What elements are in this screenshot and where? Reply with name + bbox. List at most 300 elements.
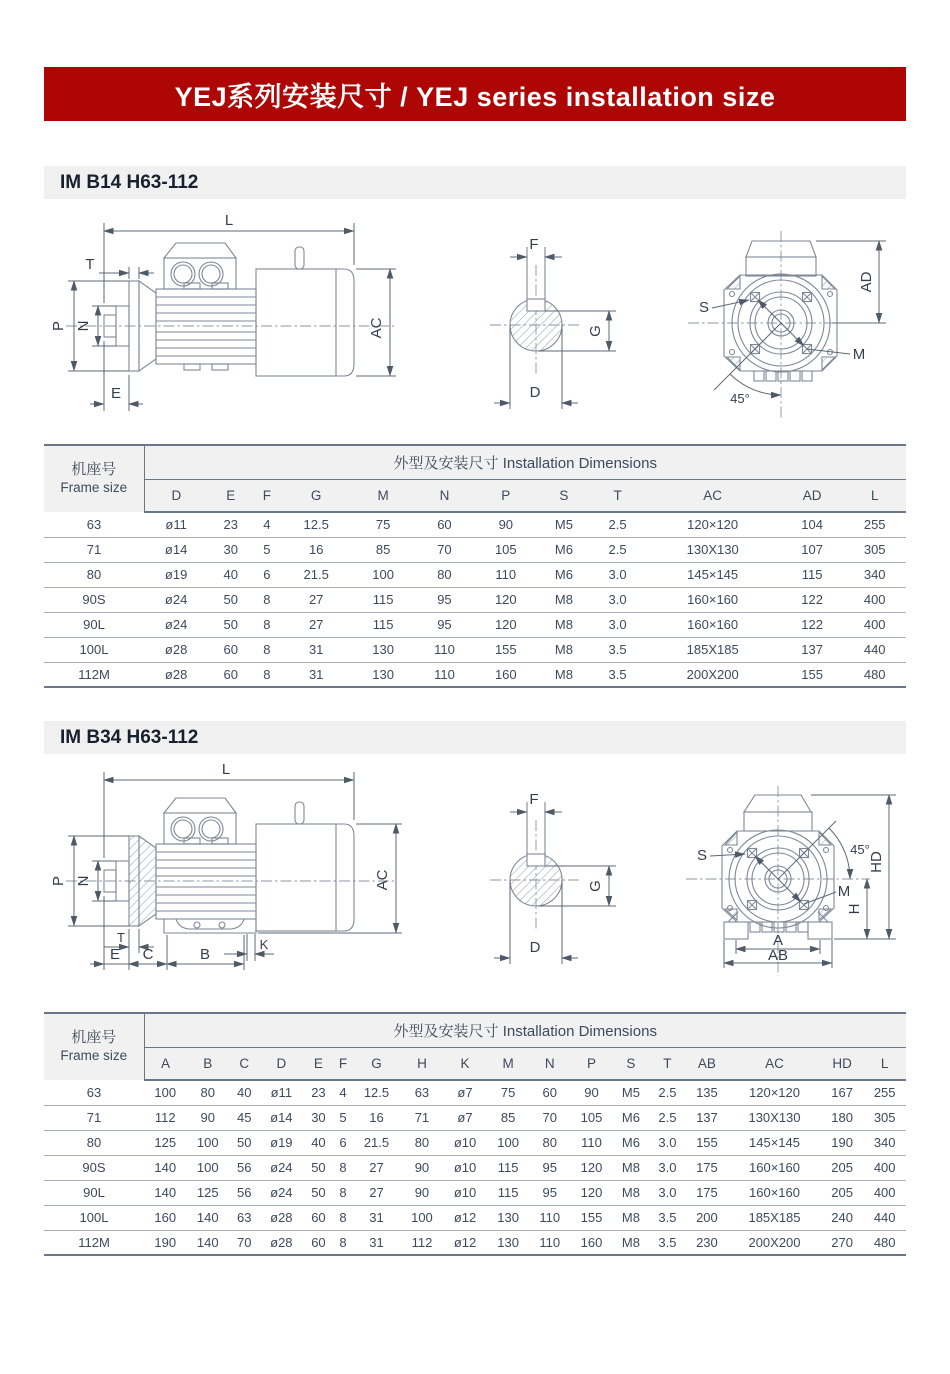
dimension-cell: M5 — [613, 1080, 649, 1105]
dimension-cell: 90 — [401, 1155, 443, 1180]
dim-label-P: P — [50, 320, 67, 332]
dim-label-N: N — [75, 320, 92, 332]
dimension-cell: 85 — [487, 1105, 529, 1130]
dimension-cell: 255 — [843, 512, 906, 537]
dimension-cell: ø24 — [144, 612, 208, 637]
dimension-cell: 5 — [253, 537, 280, 562]
dimension-cell: 137 — [686, 1105, 728, 1130]
b14-shaft-section-drawing — [474, 213, 674, 438]
dimension-cell: 205 — [821, 1180, 863, 1205]
dimension-cell: 255 — [863, 1080, 906, 1105]
table-row — [44, 512, 906, 537]
dimension-cell: M6 — [613, 1105, 649, 1130]
column-header: L — [843, 479, 906, 512]
dimension-cell: 12.5 — [352, 1080, 400, 1105]
dimension-cell: 80 — [529, 1130, 570, 1155]
dimension-cell: 110 — [529, 1205, 570, 1230]
b14-front-view-drawing — [674, 213, 906, 438]
dimension-cell: ø28 — [270, 1234, 293, 1250]
dimension-cell: 4 — [334, 1080, 353, 1105]
column-header: G — [352, 1047, 400, 1080]
dimension-cell: 190 — [821, 1130, 863, 1155]
column-header: D — [260, 1047, 304, 1080]
dimension-cell: 27 — [281, 612, 352, 637]
dimension-cell: ø11 — [144, 512, 208, 537]
dimension-cell: 2.5 — [649, 1105, 686, 1130]
dimension-cell: 60 — [311, 1234, 326, 1250]
dim-label-AC: AC — [368, 317, 385, 339]
dimension-cell: 480 — [873, 1234, 896, 1250]
dimension-cell: 110 — [475, 562, 538, 587]
dimension-cell: 23 — [303, 1080, 334, 1105]
table-row — [44, 1205, 906, 1230]
dimension-cell: 130 — [497, 1234, 519, 1250]
dimension-cell: 112 — [411, 1234, 433, 1250]
column-header: F — [334, 1047, 353, 1080]
dim-label-F: F — [529, 791, 539, 808]
dim-label-K: K — [259, 937, 269, 952]
table-row — [44, 1080, 906, 1105]
dimension-cell: 8 — [334, 1155, 353, 1180]
b14-dimensions-table — [44, 444, 906, 688]
dimension-cell: 175 — [686, 1180, 728, 1205]
dimension-cell: 40 — [229, 1080, 260, 1105]
dimension-cell: 340 — [863, 1130, 906, 1155]
column-header: P — [475, 479, 538, 512]
column-header: E — [303, 1047, 334, 1080]
dimension-cell: 3.0 — [649, 1130, 686, 1155]
frame-size-cell: 100L — [44, 1205, 144, 1230]
dimension-cell: 80 — [401, 1130, 443, 1155]
frame-size-header-zh: 机座号 — [71, 1029, 117, 1047]
dimension-cell: 8 — [263, 666, 271, 682]
dimension-cell: 155 — [801, 666, 823, 682]
dimension-cell: 200X200 — [748, 1234, 801, 1250]
dimension-cell: 125 — [186, 1180, 228, 1205]
dimension-cell: 16 — [281, 537, 352, 562]
dimension-cell: M8 — [537, 587, 591, 612]
dimension-cell: ø24 — [144, 587, 208, 612]
dimension-cell: 23 — [208, 512, 253, 537]
dimension-cell: 130 — [352, 637, 415, 662]
dimension-cell: 122 — [781, 612, 844, 637]
dimension-cell: ø11 — [260, 1080, 304, 1105]
column-header: T — [591, 479, 645, 512]
installation-dimensions-header: 外型及安装尺寸 Installation Dimensions — [144, 1013, 906, 1047]
column-header: AC — [644, 479, 780, 512]
dim-label-D: D — [529, 939, 541, 956]
dim-label-P: P — [50, 875, 67, 887]
b14-drawings — [44, 201, 906, 441]
dimension-cell: 185X185 — [728, 1205, 821, 1230]
dim-label-E: E — [109, 946, 121, 963]
dim-label-T: T — [85, 256, 95, 273]
column-header: P — [570, 1047, 612, 1080]
dim-label-M: M — [837, 883, 851, 900]
dimension-cell: 340 — [843, 562, 906, 587]
dimension-cell: 70 — [529, 1105, 570, 1130]
dimension-cell: 400 — [843, 587, 906, 612]
dimension-cell: 305 — [843, 537, 906, 562]
dimension-cell: 130 — [487, 1205, 529, 1230]
dimension-cell: 122 — [781, 587, 844, 612]
dimension-cell: 145×145 — [644, 562, 780, 587]
dimension-cell: 90 — [186, 1105, 228, 1130]
dimension-cell: 120×120 — [644, 512, 780, 537]
dimension-cell: 100 — [186, 1155, 228, 1180]
dimension-cell: 100 — [352, 562, 415, 587]
dimension-cell: 60 — [303, 1205, 334, 1230]
dimension-cell: 155 — [686, 1130, 728, 1155]
dimension-cell: 110 — [570, 1130, 612, 1155]
dimension-cell: 200 — [686, 1205, 728, 1230]
dimension-cell: 140 — [196, 1234, 219, 1250]
dimension-cell: 105 — [475, 537, 538, 562]
frame-size-cell: 112M — [78, 1234, 110, 1250]
column-header: G — [281, 479, 352, 512]
frame-size-header — [44, 1013, 144, 1080]
angle-label-45: 45° — [730, 391, 750, 406]
dimension-cell: 160×160 — [644, 612, 780, 637]
dimension-cell: 90 — [570, 1080, 612, 1105]
dimension-cell: 80 — [414, 562, 474, 587]
frame-size-cell: 100L — [44, 637, 144, 662]
dimension-cell: 90 — [401, 1180, 443, 1205]
b34-front-view-drawing — [674, 762, 906, 1007]
section-title-b14 — [44, 166, 906, 199]
dimension-cell: ø19 — [144, 562, 208, 587]
dimension-cell: 115 — [781, 562, 844, 587]
dimension-cell: 60 — [414, 512, 474, 537]
dimension-cell: 71 — [401, 1105, 443, 1130]
dimension-cell: 95 — [414, 587, 474, 612]
dimension-cell: 120 — [475, 612, 538, 637]
dimension-cell: 120 — [570, 1155, 612, 1180]
dimension-cell: 2.5 — [649, 1080, 686, 1105]
dimension-cell: 50 — [303, 1155, 334, 1180]
dimension-cell: 125 — [144, 1130, 186, 1155]
dimension-cell: 175 — [686, 1155, 728, 1180]
table-row — [44, 1105, 906, 1130]
dimension-cell: 3.5 — [591, 637, 645, 662]
dimension-cell: ø12 — [453, 1234, 477, 1250]
dimension-cell: 56 — [229, 1180, 260, 1205]
dim-label-N: N — [75, 875, 92, 887]
dimension-cell: 112 — [144, 1105, 186, 1130]
dimension-cell: 270 — [831, 1234, 853, 1250]
dimension-cell: ø14 — [260, 1105, 304, 1130]
dimension-cell: 180 — [821, 1105, 863, 1130]
dimension-cell: ø7 — [443, 1080, 487, 1105]
dim-label-F: F — [529, 236, 539, 253]
dimension-cell: 155 — [570, 1205, 612, 1230]
dimension-cell: 120 — [570, 1180, 612, 1205]
dimension-cell: 27 — [352, 1155, 400, 1180]
column-header: H — [401, 1047, 443, 1080]
dimension-cell: 160 — [494, 666, 517, 682]
dimension-cell: 21.5 — [281, 562, 352, 587]
b34-table-body — [44, 1080, 906, 1255]
dim-label-H: H — [846, 903, 863, 915]
dimension-cell: 50 — [229, 1130, 260, 1155]
column-header: K — [443, 1047, 487, 1080]
table-row — [44, 537, 906, 562]
column-header: D — [144, 479, 208, 512]
column-header: L — [863, 1047, 906, 1080]
dimension-cell: 3.0 — [591, 587, 645, 612]
dimension-cell: ø24 — [260, 1155, 304, 1180]
dimension-cell: 130X130 — [728, 1105, 821, 1130]
dimension-cell: 85 — [352, 537, 415, 562]
dim-label-G: G — [587, 880, 604, 892]
table-row — [44, 637, 906, 662]
column-header: AC — [728, 1047, 821, 1080]
table-row — [44, 662, 906, 687]
dim-label-B: B — [199, 946, 211, 963]
dimension-cell: 12.5 — [281, 512, 352, 537]
dimension-cell: 115 — [487, 1180, 529, 1205]
dimension-cell: 27 — [281, 587, 352, 612]
b34-drawings — [44, 756, 906, 1007]
dimension-cell: 31 — [369, 1234, 384, 1250]
dimension-cell: 3.5 — [608, 666, 627, 682]
dimension-cell: 3.0 — [649, 1180, 686, 1205]
frame-size-header-en: Frame size — [60, 1047, 128, 1063]
dimension-cell: 400 — [863, 1155, 906, 1180]
dimension-cell: 110 — [414, 637, 474, 662]
dimension-cell: M6 — [537, 562, 591, 587]
dim-label-AC: AC — [374, 869, 391, 891]
dimension-cell: 305 — [863, 1105, 906, 1130]
dim-label-L: L — [224, 212, 234, 229]
dimension-cell: 115 — [352, 587, 415, 612]
frame-size-header — [44, 445, 144, 512]
frame-size-cell: 80 — [44, 1130, 144, 1155]
dimension-cell: 50 — [208, 587, 253, 612]
dimension-cell: 40 — [208, 562, 253, 587]
dimension-cell: 50 — [208, 612, 253, 637]
dimension-cell: 160×160 — [728, 1155, 821, 1180]
dimension-cell: ø10 — [443, 1155, 487, 1180]
dimension-cell: 31 — [281, 637, 352, 662]
b34-shaft-section-drawing — [474, 768, 674, 993]
dimension-cell: ø28 — [144, 637, 208, 662]
dim-label-A: A — [772, 932, 784, 949]
dimension-cell: M8 — [621, 1234, 640, 1250]
frame-size-cell: 63 — [44, 512, 144, 537]
dimension-cell: 140 — [186, 1205, 228, 1230]
dimension-cell: 130X130 — [644, 537, 780, 562]
column-header: F — [253, 479, 280, 512]
column-header: S — [613, 1047, 649, 1080]
dimension-cell: 160 — [144, 1205, 186, 1230]
dimension-cell: 3.0 — [591, 612, 645, 637]
dimension-cell: 120×120 — [728, 1080, 821, 1105]
dimension-cell: 145×145 — [728, 1130, 821, 1155]
column-header: T — [649, 1047, 686, 1080]
dimension-cell: 155 — [475, 637, 538, 662]
frame-size-cell: 112M — [78, 666, 110, 682]
dimension-cell: 140 — [144, 1180, 186, 1205]
dim-label-G: G — [587, 325, 604, 337]
table-row — [44, 587, 906, 612]
column-header: E — [208, 479, 253, 512]
dimension-cell: 160×160 — [644, 587, 780, 612]
section-title-text: IM B34 H63-112 — [60, 726, 199, 748]
column-header-row — [44, 1047, 906, 1080]
dimension-cell: 3.5 — [649, 1205, 686, 1230]
dimension-cell: 185X185 — [644, 637, 780, 662]
dimension-cell: 27 — [352, 1180, 400, 1205]
dimension-cell: 30 — [208, 537, 253, 562]
dimension-cell: 400 — [863, 1180, 906, 1205]
b34-dimensions-table — [44, 1012, 906, 1256]
dim-label-S: S — [698, 299, 710, 316]
dimension-cell: 200X200 — [686, 666, 739, 682]
dimension-cell: ø28 — [164, 666, 188, 682]
dimension-cell: 2.5 — [591, 512, 645, 537]
dimension-cell: ø10 — [443, 1130, 487, 1155]
dimension-cell: 8 — [253, 612, 280, 637]
table-row — [44, 1155, 906, 1180]
frame-size-cell: 90S — [44, 1155, 144, 1180]
dimension-cell: 4 — [253, 512, 280, 537]
dimension-cell: 120 — [475, 587, 538, 612]
dimension-cell: 60 — [223, 666, 238, 682]
frame-size-cell: 71 — [44, 537, 144, 562]
angle-label-45: 45° — [850, 842, 870, 857]
dimension-cell: 75 — [352, 512, 415, 537]
dimension-cell: 3.0 — [591, 562, 645, 587]
dimension-cell: 5 — [334, 1105, 353, 1130]
dimension-cell: 140 — [144, 1155, 186, 1180]
page-title: YEJ系列安装尺寸 / YEJ series installation size — [174, 81, 776, 112]
dimension-cell: 115 — [352, 612, 415, 637]
column-header: N — [414, 479, 474, 512]
dimension-cell: 104 — [781, 512, 844, 537]
dimension-cell: 8 — [339, 1234, 347, 1250]
column-header: M — [352, 479, 415, 512]
dimension-cell: M8 — [613, 1155, 649, 1180]
b14-table-body — [44, 512, 906, 687]
dimension-cell: 107 — [781, 537, 844, 562]
dimension-cell: 480 — [863, 666, 886, 682]
table-row — [44, 612, 906, 637]
frame-size-cell: 90L — [44, 1180, 144, 1205]
dimension-cell: 3.0 — [649, 1155, 686, 1180]
dim-label-AD: AD — [858, 271, 875, 293]
dimension-cell: 160×160 — [728, 1180, 821, 1205]
dimension-cell: 90 — [475, 512, 538, 537]
column-header: A — [144, 1047, 186, 1080]
column-header: B — [186, 1047, 228, 1080]
dimension-cell: 31 — [352, 1205, 400, 1230]
dimension-cell: 75 — [487, 1080, 529, 1105]
dimension-cell: 95 — [529, 1155, 570, 1180]
dimension-cell: 205 — [821, 1155, 863, 1180]
installation-dimensions-header: 外型及安装尺寸 Installation Dimensions — [144, 445, 906, 479]
dimension-cell: 16 — [352, 1105, 400, 1130]
dimension-cell: 60 — [529, 1080, 570, 1105]
dimension-cell: 70 — [414, 537, 474, 562]
dimension-cell: 240 — [821, 1205, 863, 1230]
dimension-cell: ø19 — [260, 1130, 304, 1155]
dimension-cell: ø10 — [443, 1180, 487, 1205]
dimension-cell: 230 — [696, 1234, 718, 1250]
column-header: N — [529, 1047, 570, 1080]
column-header: M — [487, 1047, 529, 1080]
dimension-cell: 8 — [334, 1180, 353, 1205]
dimension-cell: 110 — [539, 1234, 561, 1250]
table-row — [44, 1230, 906, 1255]
dimension-cell: 8 — [253, 637, 280, 662]
dim-label-S: S — [696, 847, 708, 864]
dimension-cell: M6 — [613, 1130, 649, 1155]
section-title-text: IM B14 H63-112 — [60, 171, 199, 193]
dim-label-HD: HD — [868, 851, 885, 873]
dimension-cell: 100 — [487, 1130, 529, 1155]
dim-label-M: M — [852, 346, 866, 363]
dimension-cell: 100 — [144, 1080, 186, 1105]
column-header: S — [537, 479, 591, 512]
frame-size-cell: 90L — [44, 612, 144, 637]
dimension-cell: 63 — [401, 1080, 443, 1105]
section-title-b34 — [44, 721, 906, 754]
column-header: C — [229, 1047, 260, 1080]
dimension-cell: 2.5 — [591, 537, 645, 562]
b34-side-view-drawing — [44, 756, 474, 1001]
frame-size-cell: 80 — [44, 562, 144, 587]
column-header: AB — [686, 1047, 728, 1080]
dimension-cell: 70 — [237, 1234, 252, 1250]
dimension-cell: 440 — [863, 1205, 906, 1230]
column-header-row — [44, 479, 906, 512]
dimension-cell: 105 — [570, 1105, 612, 1130]
dimension-cell: 80 — [186, 1080, 228, 1105]
dimension-cell: 56 — [229, 1155, 260, 1180]
dimension-cell: 30 — [303, 1105, 334, 1130]
dimension-cell: 95 — [414, 612, 474, 637]
dimension-cell: 167 — [821, 1080, 863, 1105]
dim-label-AB: AB — [767, 947, 789, 964]
dimension-cell: 137 — [781, 637, 844, 662]
dimension-cell: ø28 — [260, 1205, 304, 1230]
dimension-cell: 3.5 — [658, 1234, 677, 1250]
column-header: HD — [821, 1047, 863, 1080]
dimension-cell: 31 — [308, 666, 324, 682]
dim-label-L: L — [221, 761, 231, 778]
table-row — [44, 562, 906, 587]
dimension-cell: M8 — [554, 666, 573, 682]
dimension-cell: M8 — [537, 612, 591, 637]
dimension-cell: 45 — [229, 1105, 260, 1130]
dimension-cell: 190 — [154, 1234, 177, 1250]
frame-size-header-zh: 机座号 — [71, 461, 117, 479]
dimension-cell: 160 — [580, 1234, 603, 1250]
dimension-cell: 100 — [401, 1205, 443, 1230]
page-content — [44, 67, 906, 1256]
dimension-cell: 110 — [434, 666, 455, 682]
dim-label-D: D — [529, 384, 541, 401]
dimension-cell: 40 — [303, 1130, 334, 1155]
dimension-cell: M5 — [537, 512, 591, 537]
dimension-cell: ø12 — [443, 1205, 487, 1230]
dimension-cell: M8 — [613, 1205, 649, 1230]
dimension-cell: 8 — [253, 587, 280, 612]
dimension-cell: 63 — [229, 1205, 260, 1230]
dim-label-E: E — [110, 385, 122, 402]
frame-size-cell: 63 — [44, 1080, 144, 1105]
